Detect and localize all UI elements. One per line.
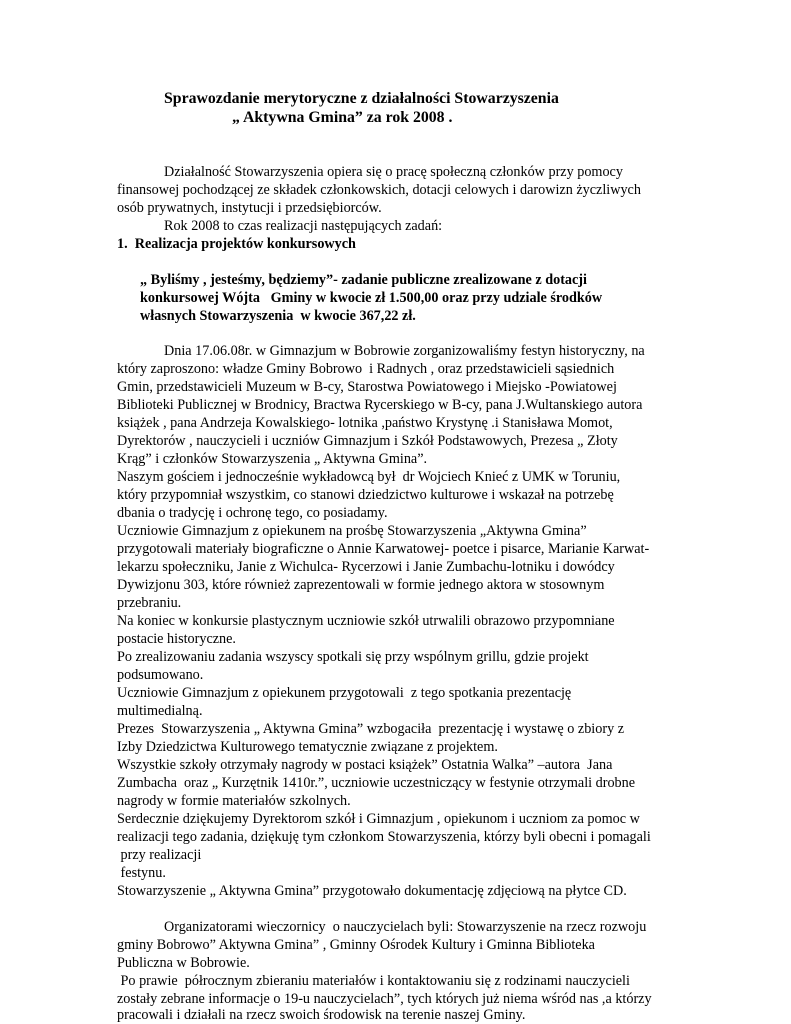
body-line-19: podsumowano. — [117, 667, 204, 683]
body-line-10: dbania o tradycję i ochronę tego, co posiadamy. — [117, 505, 388, 521]
project-heading-line-2: konkursowej Wójta Gminy w kwocie zł 1.500,00 oraz przy udziale środków — [140, 290, 603, 306]
body-line-24: Wszystkie szkoły otrzymały nagrody w postaci książek” Ostatnia Walka” –autora Jana — [117, 757, 613, 773]
closing-line-1: Organizatorami wieczornicy o nauczycielach byli: Stowarzyszenie na rzecz rozwoju — [164, 919, 647, 935]
body-line-5: książek , pana Andrzeja Kowalskiego- lotnika ,państwo Krystynę .i Stanisława Momot, — [117, 415, 613, 431]
body-line-25: Zumbacha oraz „ Kurzętnik 1410r.”, uczniowie uczestniczący w festynie otrzymali drobne — [117, 775, 636, 791]
closing-line-3: Publiczna w Bobrowie. — [117, 955, 250, 971]
body-line-1: Dnia 17.06.08r. w Gimnazjum w Bobrowie zorganizowaliśmy festyn historyczny, na — [164, 343, 645, 359]
body-line-13: lekarzu społeczniku, Janie z Wichulca- Rycerzowi i Janie Zumbachu-lotniku i dowódcy — [117, 559, 615, 575]
body-line-26: nagrody w formie materiałów szkolnych. — [117, 793, 351, 809]
body-line-28: realizacji tego zadania, dziękuję tym członkom Stowarzyszenia, którzy byli obecni i pomagali — [117, 829, 651, 845]
body-line-3: Gmin, przedstawicieli Muzeum w B-cy, Starostwa Powiatowego i Miejsko -Powiatowej — [117, 379, 617, 395]
closing-line-2: gminy Bobrowo” Aktywna Gmina” , Gminny Ośrodek Kultury i Gminna Biblioteka — [117, 937, 595, 953]
body-line-15: przebraniu. — [117, 595, 182, 611]
body-line-4: Biblioteki Publicznej w Brodnicy, Bractwa Rycerskiego w B-cy, pana J.Wultanskiego autora — [117, 397, 643, 413]
closing-line-4: Po prawie półrocznym zbieraniu materiałów i kontaktowaniu się z rodzinami nauczycieli — [117, 973, 630, 989]
body-line-9: który przypomniał wszystkim, co stanowi dziedzictwo kulturowe i wskazał na potrzebę — [117, 487, 614, 503]
body-line-2: który zaproszono: władze Gminy Bobrowo i Radnych , oraz przedstawicieli sąsiednich — [117, 361, 615, 377]
body-line-20: Uczniowie Gimnazjum z opiekunem przygotowali z tego spotkania prezentację — [117, 685, 572, 701]
document-title-line-2: „ Aktywna Gmina” za rok 2008 . — [232, 109, 453, 126]
body-line-6: Dyrektorów , nauczycieli i uczniów Gimnazjum i Szkół Podstawowych, Prezesa „ Złoty — [117, 433, 618, 449]
document-title-line-1: Sprawozdanie merytoryczne z działalności Stowarzyszenia — [164, 90, 559, 107]
intro-line-3: osób prywatnych, instytucji i przedsiębiorców. — [117, 200, 382, 216]
project-heading-line-1: „ Byliśmy , jesteśmy, będziemy”- zadanie publiczne zrealizowane z dotacji — [140, 272, 587, 288]
body-line-7: Krąg” i członków Stowarzyszenia „ Aktywna Gmina”. — [117, 451, 428, 467]
project-heading-line-3: własnych Stowarzyszenia w kwocie 367,22 zł. — [140, 308, 416, 324]
closing-line-6: pracowali i działali na rzecz swoich środowisk na terenie naszej Gminy. — [117, 1007, 526, 1023]
intro-line-1: Działalność Stowarzyszenia opiera się o pracę społeczną członków przy pomocy — [164, 164, 623, 180]
body-line-30: festynu. — [117, 865, 166, 881]
body-line-21: multimedialną. — [117, 703, 203, 719]
section-heading-1: 1. Realizacja projektów konkursowych — [117, 236, 356, 252]
body-line-18: Po zrealizowaniu zadania wszyscy spotkali się przy wspólnym grillu, gdzie projekt — [117, 649, 589, 665]
body-line-16: Na koniec w konkursie plastycznym uczniowie szkół utrwalili obrazowo przypomniane — [117, 613, 615, 629]
intro-line-2: finansowej pochodzącej ze składek członkowskich, dotacji celowych i darowizn życzliwych — [117, 182, 641, 198]
closing-line-5: zostały zebrane informacje o 19-u nauczycielach”, tych których już niema wśród nas ,a którzy — [117, 991, 652, 1007]
body-line-8: Naszym gościem i jednocześnie wykładowcą był dr Wojciech Knieć z UMK w Toruniu, — [117, 469, 621, 485]
intro-line-4: Rok 2008 to czas realizacji następujących zadań: — [164, 218, 443, 234]
body-line-17: postacie historyczne. — [117, 631, 236, 647]
body-line-11: Uczniowie Gimnazjum z opiekunem na prośbę Stowarzyszenia „Aktywna Gmina” — [117, 523, 587, 539]
body-line-23: Izby Dziedzictwa Kulturowego tematycznie związane z projektem. — [117, 739, 498, 755]
body-line-31: Stowarzyszenie „ Aktywna Gmina” przygotowało dokumentację zdjęciową na płytce CD. — [117, 883, 627, 899]
body-line-29: przy realizacji — [117, 847, 202, 863]
body-line-14: Dywizjonu 303, które również zaprezentowali w formie jednego aktora w stosownym — [117, 577, 605, 593]
body-line-12: przygotowali materiały biograficzne o Annie Karwatowej- poetce i pisarce, Marianie Karwat- — [117, 541, 650, 557]
body-line-22: Prezes Stowarzyszenia „ Aktywna Gmina” wzbogaciła prezentację i wystawę o zbiory z — [117, 721, 625, 737]
body-line-27: Serdecznie dziękujemy Dyrektorom szkół i Gimnazjum , opiekunom i uczniom za pomoc w — [117, 811, 640, 827]
